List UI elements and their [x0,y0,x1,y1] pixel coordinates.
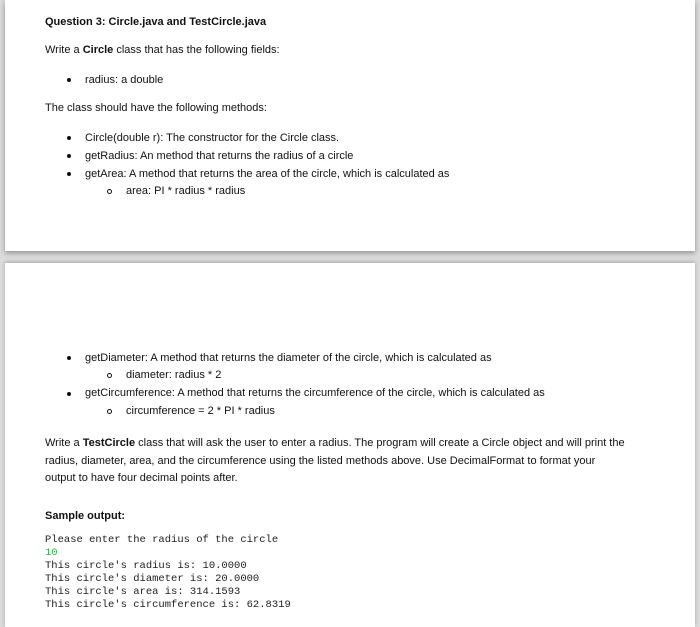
circumference-formula: circumference = 2 * PI * radius [126,405,275,417]
method-item: getArea: A method that returns the area of the circle, which is calculated as [85,168,450,180]
question-heading: Question 3: Circle.java and TestCircle.java [45,16,267,28]
sample-output-heading: Sample output: [45,510,126,522]
sub-bullet-icon [107,373,112,378]
sub-bullet-icon [107,409,112,414]
method-item: getDiameter: A method that returns the diameter of the circle, which is calculated as [85,352,492,364]
output-line: This circle's circumference is: 62.8319 [45,599,291,611]
diameter-formula: diameter: radius * 2 [126,369,222,381]
area-formula: area: PI * radius * radius [126,185,246,197]
method-item: getRadius: An method that returns the radius of a circle [85,150,354,162]
output-line: This circle's diameter is: 20.0000 [45,573,260,585]
output-input: 10 [45,547,58,559]
bullet-icon [67,136,71,140]
sample-output [45,534,291,612]
output-prompt: Please enter the radius of the circle [45,534,279,546]
bullet-icon [67,392,71,396]
fields-intro: Write a Circle class that has the following fields: [45,44,280,56]
output-line: This circle's area is: 314.1593 [45,586,241,598]
field-item: radius: a double [85,74,164,86]
bullet-icon [67,356,71,360]
sub-bullet-icon [107,189,112,194]
bullet-icon [67,172,71,176]
bullet-icon [67,78,71,82]
document-page-2 [5,263,695,627]
method-item: Circle(double r): The constructor for the Circle class. [85,132,340,144]
methods-intro: The class should have the following methods: [45,102,267,114]
document-page-1 [5,0,695,251]
method-item: getCircumference: A method that returns the circumference of the circle, which is calculated as [85,387,545,399]
output-line: This circle's radius is: 10.0000 [45,560,247,572]
bullet-icon [67,154,71,158]
test-instructions: Write a TestCircle class that will ask the user to enter a radius. The program will create a Circle object and will print the radius, diameter, area, and the circumference using the listed methods above. Use DecimalFormat to format your output to have four decimal points after. [45,437,625,484]
